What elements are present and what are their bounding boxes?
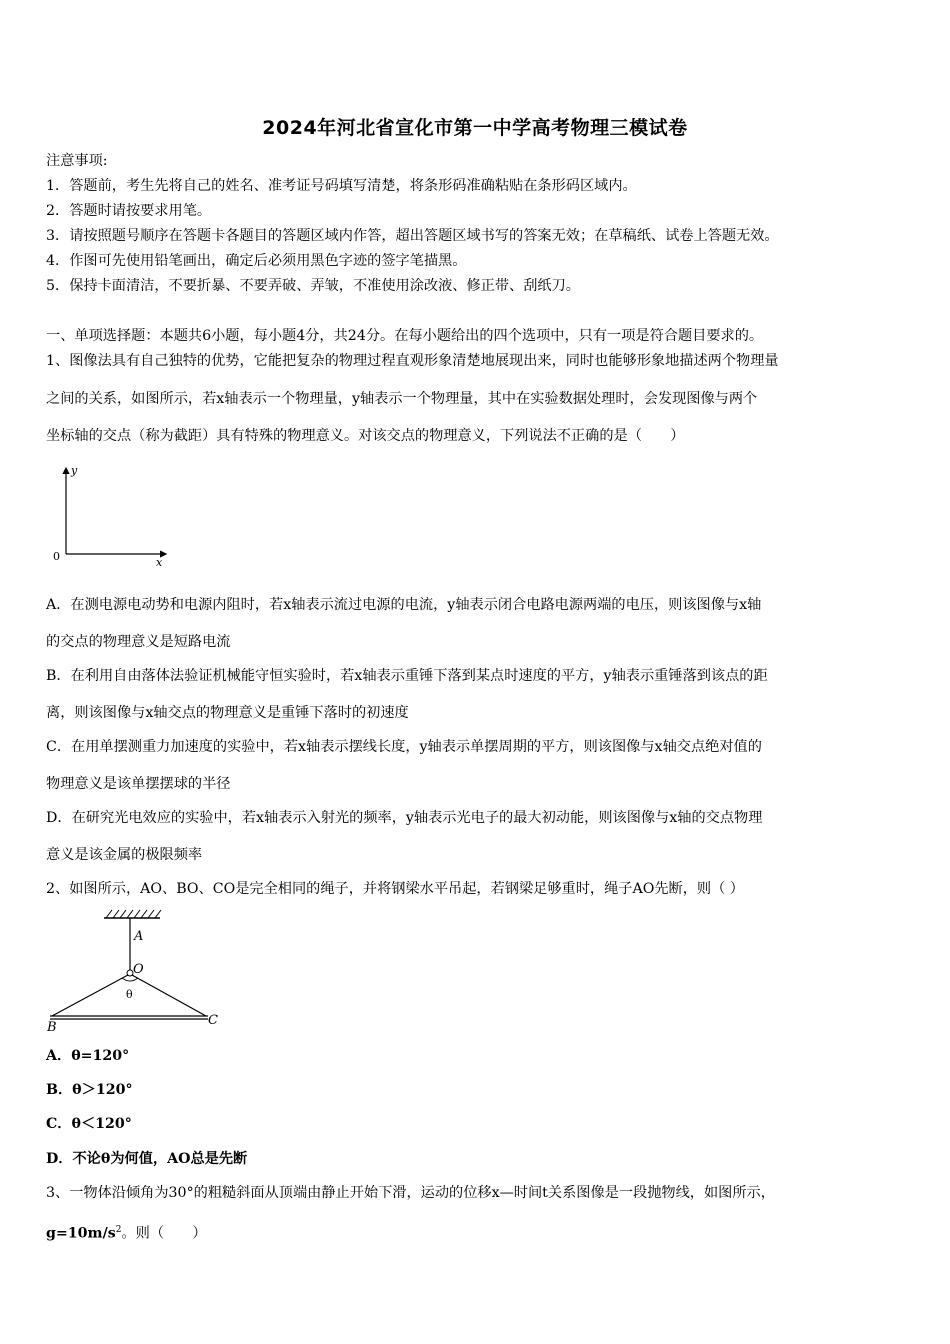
section-heading: 一、单项选择题：本题共6小题，每小题4分，共24分。在每小题给出的四个选项中，只有一项是符合题目要求的。 bbox=[46, 328, 764, 344]
notice-item: 1．答题前，考生先将自己的姓名、准考证号码填写清楚，将条形码准确粘贴在条形码区域内。 bbox=[46, 178, 637, 194]
q1-axes-figure bbox=[48, 462, 178, 570]
label-a: A bbox=[134, 929, 144, 944]
gravity-exponent: 2 bbox=[115, 1225, 122, 1235]
label-theta: θ bbox=[126, 988, 133, 1001]
q1-option-c-cont: 物理意义是该单摆摆球的半径 bbox=[46, 776, 231, 792]
x-axis-label: x bbox=[156, 556, 163, 569]
q2-option-c: C．θ＜120° bbox=[46, 1116, 132, 1132]
question-1-line: 之间的关系，如图所示，若x轴表示一个物理量，y轴表示一个物理量，其中在实验数据处理时，会发现图像与两个 bbox=[46, 391, 758, 407]
gravity-value: g=10m/s bbox=[46, 1225, 116, 1242]
question-3-line: 3、一物体沿倾角为30°的粗糙斜面从顶端由静止开始下滑，运动的位移x—时间t关系图像是一段抛物线，如图所示， bbox=[46, 1185, 775, 1201]
q1-option-d: D．在研究光电效应的实验中，若x轴表示入射光的频率，y轴表示光电子的最大初动能，则该图像与x轴的交点物理 bbox=[46, 810, 763, 826]
q1-option-b: B．在利用自由落体法验证机械能守恒实验时，若x轴表示重锤下落到某点时速度的平方，y轴表示重锤落到该点的距 bbox=[46, 668, 768, 684]
q2-option-a: A．θ=120° bbox=[46, 1048, 130, 1064]
notice-item: 4．作图可先使用铅笔画出，确定后必须用黑色字迹的签字笔描黑。 bbox=[46, 253, 467, 269]
label-b: B bbox=[47, 1020, 57, 1034]
notice-item: 2．答题时请按要求用笔。 bbox=[46, 203, 212, 219]
origin-label: 0 bbox=[53, 550, 60, 563]
angle-arc bbox=[122, 978, 138, 981]
rope-bo bbox=[52, 975, 128, 1016]
question-3-line-2 bbox=[46, 1220, 916, 1244]
label-o: O bbox=[133, 962, 144, 977]
q1-option-c: C．在用单摆测重力加速度的实验中，若x轴表示摆线长度，y轴表示单摆周期的平方，则该图像与x轴交点绝对值的 bbox=[46, 739, 762, 755]
notice-item: 5．保持卡面清洁，不要折暴、不要弄破、弄皱，不准使用涂改液、修正带、刮纸刀。 bbox=[46, 278, 580, 294]
q1-option-b-cont: 离，则该图像与x轴交点的物理意义是重锤下落时的初速度 bbox=[46, 705, 409, 721]
q2-rope-figure bbox=[44, 904, 234, 1034]
question-3-choice-prompt: 。则（ ） bbox=[121, 1225, 207, 1242]
question-1-line: 坐标轴的交点（称为截距）具有特殊的物理意义。对该交点的物理意义，下列说法不正确的是（ ） bbox=[46, 428, 685, 444]
q1-option-a-cont: 的交点的物理意义是短路电流 bbox=[46, 634, 231, 650]
q1-option-d-cont: 意义是该金属的极限频率 bbox=[46, 847, 203, 863]
q2-option-d: D．不论θ为何值，AO总是先断 bbox=[46, 1151, 248, 1167]
notice-heading: 注意事项: bbox=[46, 153, 108, 169]
page-title: 2024年河北省宣化市第一中学高考物理三模试卷 bbox=[262, 117, 688, 139]
q2-option-b: B．θ＞120° bbox=[46, 1082, 133, 1098]
rope-co bbox=[132, 975, 206, 1016]
question-2-stem: 2、如图所示，AO、BO、CO是完全相同的绳子，并将钢梁水平吊起，若钢梁足够重时，绳子AO先断，则（ ） bbox=[46, 881, 744, 897]
notice-item: 3．请按照题号顺序在答题卡各题目的答题区域内作答，超出答题区域书写的答案无效；在草稿纸、试卷上答题无效。 bbox=[46, 228, 779, 244]
label-c: C bbox=[208, 1013, 218, 1028]
question-1-line: 1、图像法具有自己独特的优势，它能把复杂的物理过程直观形象清楚地展现出来，同时也能够形象地描述两个物理量 bbox=[46, 353, 779, 369]
y-axis-label: y bbox=[71, 464, 78, 477]
q1-option-a: A．在测电源电动势和电源内阻时，若x轴表示流过电源的电流，y轴表示闭合电路电源两端的电压，则该图像与x轴 bbox=[46, 597, 762, 613]
